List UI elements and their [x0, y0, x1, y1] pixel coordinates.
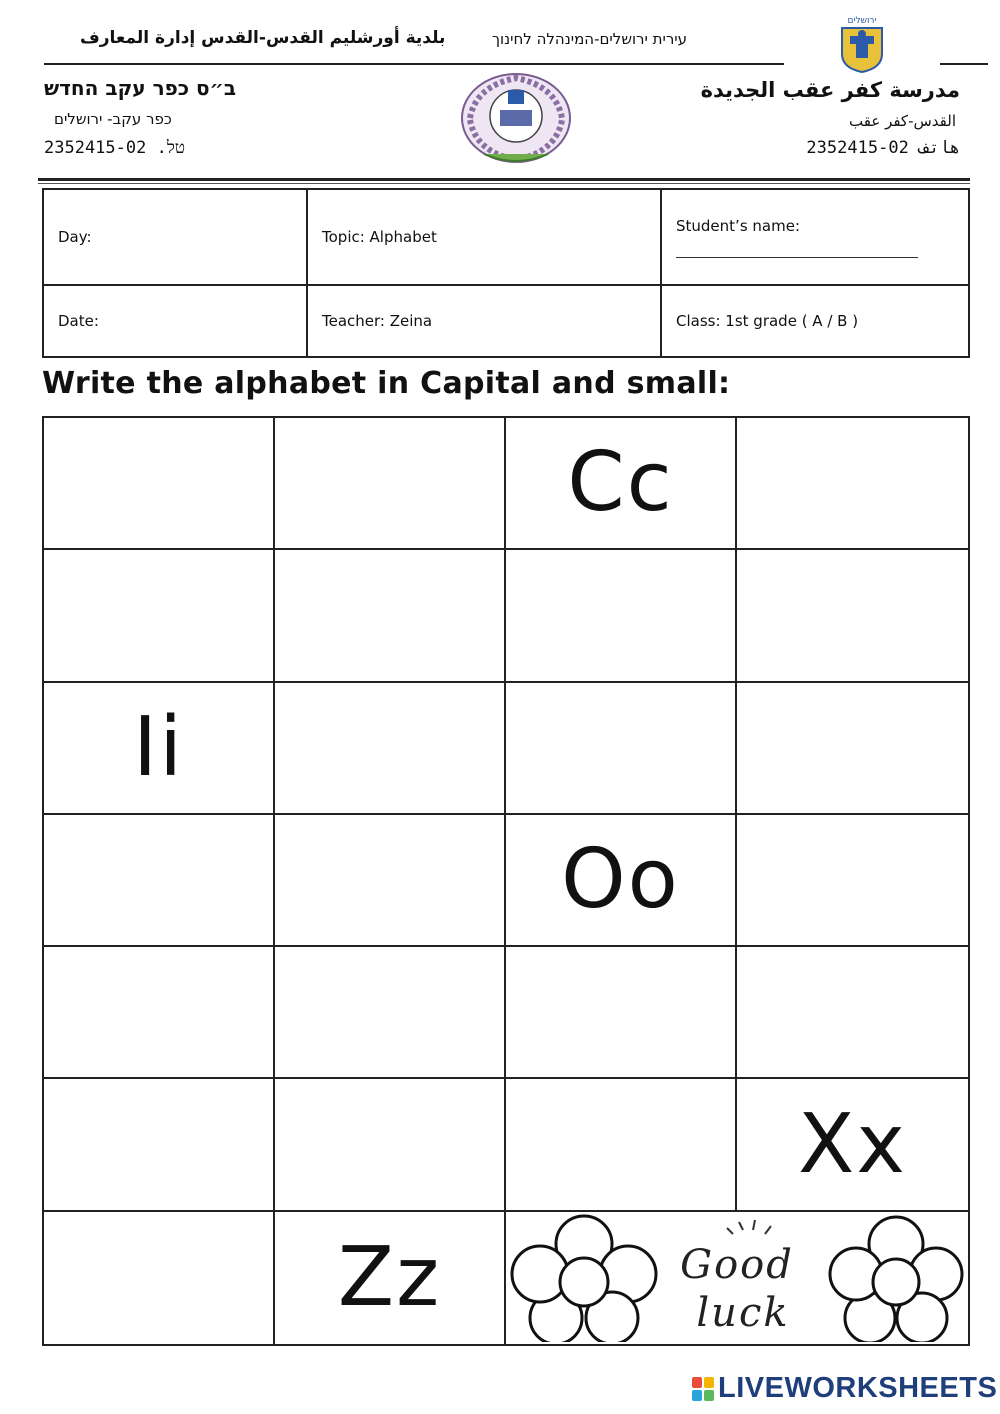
grid-cell[interactable]	[737, 550, 968, 682]
class-label: Class: 1st grade ( A / B )	[676, 312, 859, 330]
letter-pair: Xx	[798, 1096, 907, 1192]
letter-pair: Zz	[337, 1229, 442, 1325]
school-arabic-name: مدرسة كفر عقب الجديدة	[700, 78, 960, 102]
good-luck-decoration	[506, 1212, 968, 1344]
grid-cell[interactable]	[506, 1079, 737, 1211]
good-luck-lettering	[667, 1214, 817, 1342]
student-name-field[interactable]	[661, 189, 969, 285]
brand-text: LIVEWORKSHEETS	[718, 1372, 998, 1404]
student-name-label: Student’s name:	[676, 216, 800, 235]
school-arabic-phone: هاتف 02-2352415	[806, 138, 960, 158]
luck-text: luck	[696, 1289, 790, 1336]
topic-cell	[307, 189, 661, 285]
letter-pair: Ii	[133, 699, 184, 795]
grid-cell[interactable]	[44, 418, 275, 550]
municipality-hebrew: עירית ירושלים-המינהלה לחינוך	[492, 30, 688, 48]
info-table	[42, 188, 970, 358]
grid-cell	[737, 1079, 968, 1211]
header-rule-right	[940, 63, 988, 65]
student-name-line[interactable]	[676, 235, 918, 258]
grid-cell	[275, 1212, 506, 1344]
school-hebrew-name: ב״ס כפר עקב החדש	[44, 76, 237, 100]
letter-pair: Cc	[567, 435, 674, 531]
grid-cell	[44, 683, 275, 815]
grid-cell[interactable]	[275, 815, 506, 947]
grid-cell[interactable]	[44, 815, 275, 947]
grid-cell[interactable]	[506, 947, 737, 1079]
date-field[interactable]	[43, 285, 307, 357]
school-hebrew-block	[44, 76, 294, 158]
grid-cell	[506, 815, 737, 947]
flower-icon	[826, 1214, 964, 1342]
school-hebrew-phone: 2352415-02 .טל	[44, 138, 186, 158]
alphabet-grid	[42, 416, 970, 1346]
day-field[interactable]	[43, 189, 307, 285]
teacher-cell	[307, 285, 661, 357]
grid-cell[interactable]	[275, 947, 506, 1079]
grid-cell[interactable]	[275, 550, 506, 682]
school-arabic-location: القدس-كفر عقب	[849, 112, 956, 130]
topic-label: Topic: Alphabet	[322, 228, 437, 246]
grid-cell[interactable]	[44, 1079, 275, 1211]
letter-pair: Oo	[561, 831, 680, 927]
instruction-heading: Write the alphabet in Capital and small:	[42, 366, 731, 401]
letterhead-divider-thin	[38, 183, 970, 184]
liveworksheets-logo[interactable]	[692, 1372, 997, 1405]
day-label: Day:	[58, 228, 92, 246]
grid-cell[interactable]	[275, 418, 506, 550]
good-text: Good	[680, 1241, 794, 1288]
grid-cell[interactable]	[737, 418, 968, 550]
grid-cell[interactable]	[506, 683, 737, 815]
liveworksheets-mark-icon	[692, 1377, 714, 1401]
school-hebrew-location: כפר עקב- ירושלים	[54, 110, 172, 128]
letterhead-divider	[38, 178, 970, 181]
class-cell	[661, 285, 969, 357]
grid-cell[interactable]	[44, 1212, 275, 1344]
grid-cell	[506, 418, 737, 550]
header-rule	[44, 63, 784, 65]
school-arabic-block	[660, 78, 960, 158]
grid-cell[interactable]	[44, 550, 275, 682]
flower-icon	[510, 1214, 658, 1342]
grid-cell[interactable]	[737, 815, 968, 947]
grid-cell[interactable]	[506, 550, 737, 682]
teacher-label: Teacher: Zeina	[322, 312, 433, 330]
jerusalem-crest-icon	[834, 14, 890, 74]
grid-cell[interactable]	[275, 1079, 506, 1211]
date-label: Date:	[58, 312, 99, 330]
grid-cell[interactable]	[275, 683, 506, 815]
municipality-arabic: بلدية أورشليم القدس-القدس إدارة المعارف	[80, 28, 446, 48]
grid-cell[interactable]	[44, 947, 275, 1079]
grid-cell[interactable]	[737, 947, 968, 1079]
school-emblem-icon	[456, 70, 576, 170]
crest-caption: ירושלים	[847, 16, 877, 26]
grid-cell[interactable]	[737, 683, 968, 815]
